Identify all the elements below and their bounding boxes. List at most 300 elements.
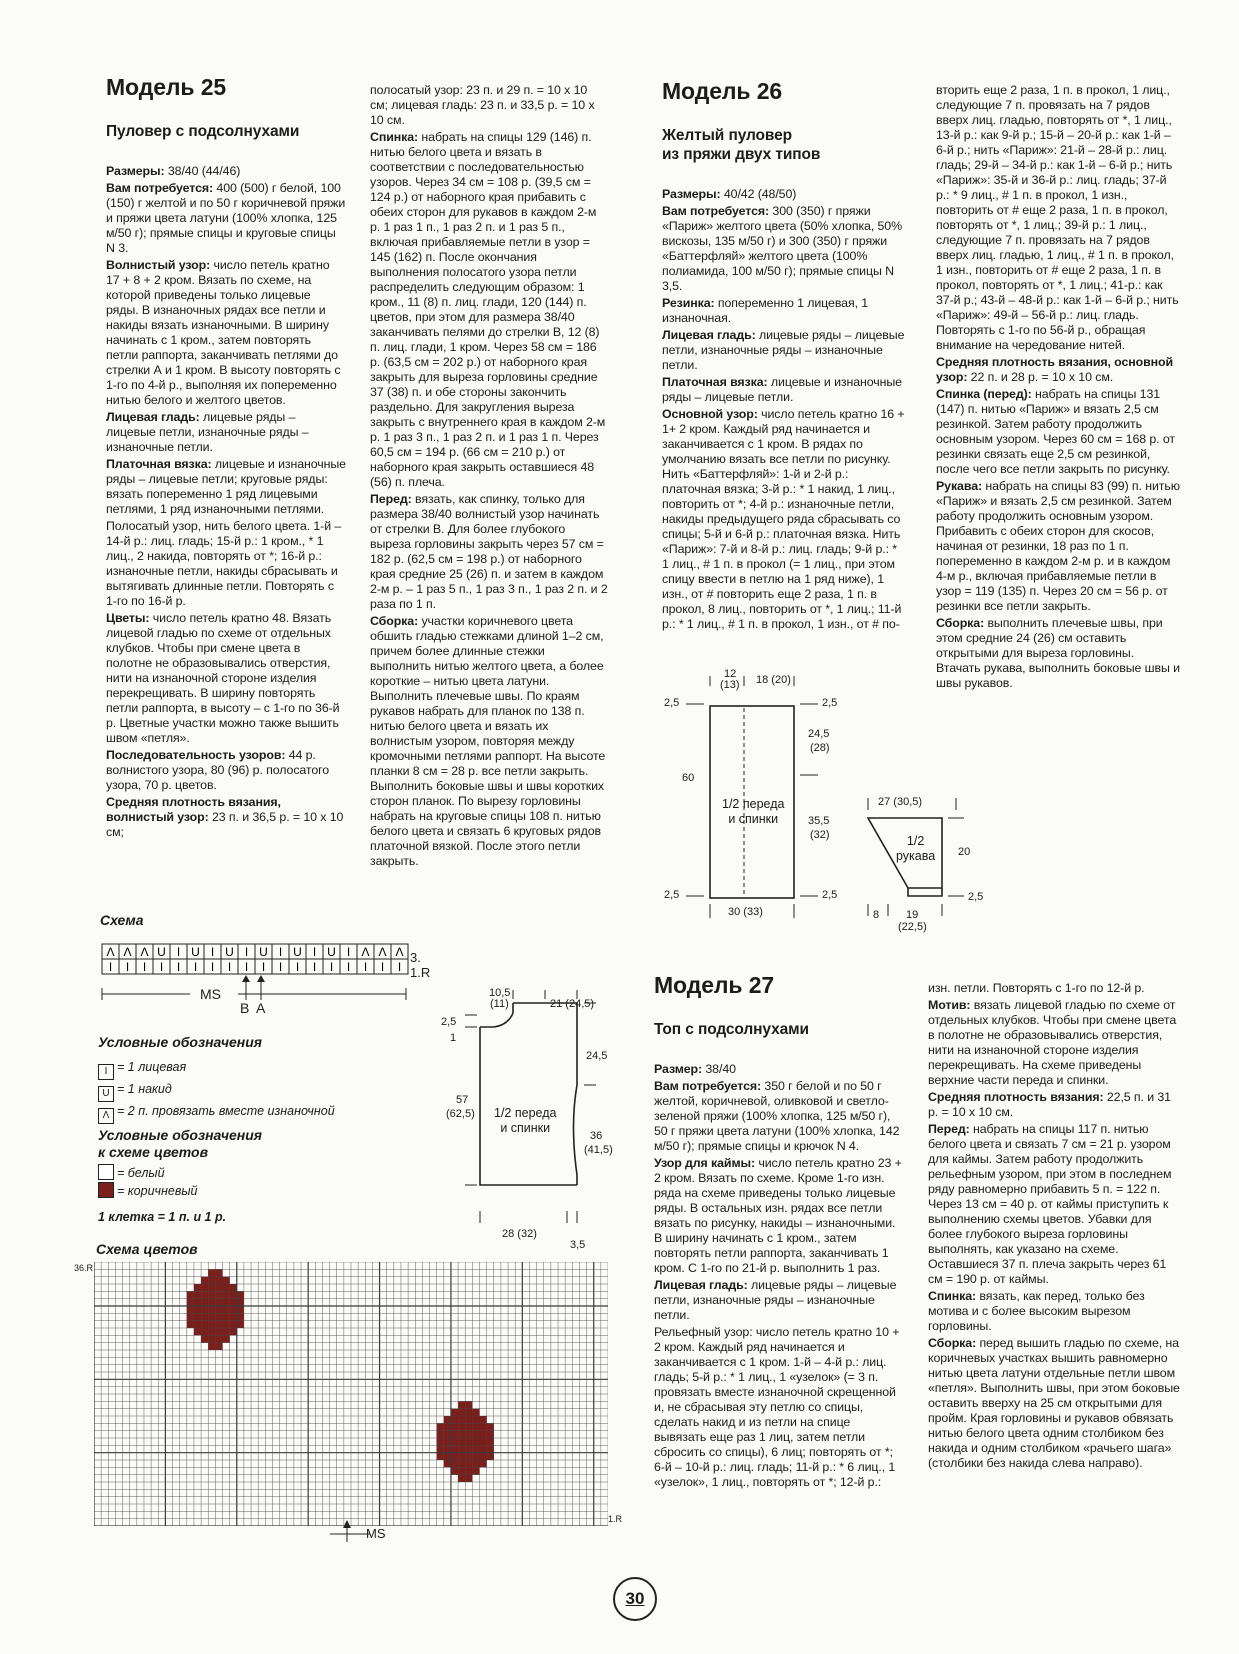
model27-paragraph [928, 981, 1180, 996]
scheme-arrow-b: B [240, 1000, 250, 1016]
model27-paragraph-text: Рельефный узор: число петель кратно 10 + 2 кром. Каждый ряд начинается и заканчивается с 1 кром. 1-й – 4-й р.: лиц. гладь; 5-й р.: * 1 лиц., 1 «узелок» (= 3 п. провязать вместе изнаночной скрещенной и, не сбрасывая эту петлю со спицы, сделать накид и из петли на спице вывязать еще раз 1 лиц, затем петли сбросить со спицы), 6 лиц; повторять от *; 6-й – 10-й р.: лиц. гладь; 11-й р.: * 6 лиц., 1 «узелок», 1 лиц., повторять от *; 12-й р.: [654, 1325, 900, 1489]
flower-cell [201, 1321, 208, 1328]
legend-item [98, 1102, 335, 1124]
m26-piece-label: 1/2 переда и спинки [722, 797, 785, 826]
model27-paragraph-text: вязать лицевой гладью по схеме от отдельных клубков. Чтобы при смене цвета в полотне не образовывались отверстия, нити на изнаночной стороне изделия перекрещивать. На схеме приведены верхние части переда и спинки. [928, 998, 1177, 1087]
scheme-cell-symbol: I [312, 960, 317, 974]
model27-paragraph [654, 1278, 902, 1323]
flower-cell [215, 1291, 222, 1298]
flower-cell [208, 1277, 215, 1284]
flower-cell [187, 1321, 194, 1328]
scheme-cell-symbol: I [244, 945, 249, 959]
model26-paragraph-text: 40/42 (48/50) [720, 187, 797, 201]
flower-cell [465, 1453, 472, 1460]
model25-paragraph-text: участки коричневого цвета обшить гладью стежками длиной 1–2 см, причем более длинные стежки выполнить нитью желтого цвета, а более короткие – нитью цвета латуни. Выполнить плечевые швы. По краям рукавов набрать для планок по 138 п. нитью белого цвета и вязать их волнистым узором, повторяя между кромочными петлями раппорт. На высоте планки 8 см = 28 р. все петли закрыть. Выполнить боковые швы и швы коротких сторон планок. По вырезу горловины набрать на круговые спицы 108 п. нитью белого цвета и связать 6 круговых рядов платочной вязкой. После этого петли закрыть. [370, 614, 606, 868]
model25-paragraph [106, 410, 346, 455]
flower-cell [472, 1438, 479, 1445]
flower-cell [230, 1313, 237, 1320]
flower-cell [437, 1423, 444, 1430]
model27-paragraph [928, 1289, 1180, 1334]
flower-cell [208, 1306, 215, 1313]
model27-paragraph-text: лицевые ряды – лицевые петли, изнаночные ряды – изнаночные петли. [654, 1278, 897, 1322]
flower-cell [201, 1299, 208, 1306]
color-chart-grid [94, 1262, 608, 1526]
model26-paragraph-text: выполнить плечевые швы, при этом средние 24 (26) см оставить открытыми для выреза горловины. Втачать рукава, выполнить боковые швы и швы рукавов. [936, 616, 1180, 690]
flower-cell [194, 1284, 201, 1291]
flower-cell [444, 1445, 451, 1452]
flower-cell [437, 1445, 444, 1452]
color-chart-top-row: 36.R [74, 1263, 94, 1273]
flower-cell [208, 1284, 215, 1291]
flower-cell [465, 1467, 472, 1474]
legend-title: Условные обозначения [98, 1034, 263, 1050]
model26-paragraph-text: 300 (350) г пряжи «Париж» желтого цвета (50% хлопка, 50% вискозы, 135 м/50 г) и 300 (350) г пряжи «Баттерфляй» желтого цвета (100% полиамида, 100 м/50 г); прямые спицы N 3,5. [662, 204, 903, 293]
model27-paragraph [928, 1122, 1180, 1287]
m25-dim-right-36: 36 [590, 1130, 603, 1142]
model25-paragraph-text: лицевые ряды – лицевые петли, изнаночные ряды – изнаночные петли. [106, 410, 309, 454]
flower-cell [465, 1431, 472, 1438]
flower-cell [201, 1277, 208, 1284]
flower-cell [223, 1328, 230, 1335]
m26-dim-left-bottom-25: 2,5 [664, 889, 680, 901]
flower-cell [194, 1299, 201, 1306]
flower-cell [194, 1291, 201, 1298]
legend-symbol-icon: Λ [98, 1108, 114, 1124]
model27-paragraph-text: 22,5 п. и 31 р. = 10 х 10 см. [928, 1090, 1171, 1119]
scheme-cell-symbol: I [278, 960, 283, 974]
flower-cell [201, 1306, 208, 1313]
m25-dim-left-25: 2,5 [441, 1016, 457, 1028]
flower-cell [465, 1438, 472, 1445]
m25-dim-top-b: 21 (24,5) [550, 998, 595, 1010]
model26-paragraph-heading: Основной узор: [662, 407, 758, 421]
flower-cell [237, 1299, 244, 1306]
flower-cell [230, 1328, 237, 1335]
color-legend-items [98, 1164, 198, 1200]
model27-paragraph-text: набрать на спицы 117 п. нитью белого цвета и связать 7 см = 21 р. узором для каймы. Затем работу продолжить рельефным узором, при этом в последнем ряду равномерно прибавить 5 п. = 122 п. Через 13 см = 40 р. от каймы приступить к выполнению схемы цветов. Убавки для более глубокого выреза горловины выполнять, как указано на схеме. Оставшиеся 37 п. плеча закрыть через 61 см = 190 р. от каймы. [928, 1122, 1172, 1286]
flower-cell [208, 1321, 215, 1328]
flower-cell [487, 1431, 494, 1438]
model26-paragraph-heading: Средняя плотность вязания, основной узор: [936, 355, 1174, 384]
flower-cell [223, 1306, 230, 1313]
color-legend-item-text: = белый [117, 1166, 165, 1180]
model27-paragraph-heading: Перед: [928, 1122, 970, 1136]
flower-cell [223, 1291, 230, 1298]
flower-cell [458, 1423, 465, 1430]
scheme-cell-symbol: Λ [361, 945, 370, 959]
scheme-cell-symbol: I [261, 960, 266, 974]
flower-cell [230, 1299, 237, 1306]
model26-paragraph-heading: Спинка (перед): [936, 387, 1032, 401]
model25-paragraph-text: 400 (500) г белой, 100 (150) г желтой и по 50 г коричневой пряжи и пряжи цвета латуни (100% хлопка, 125 м/50 г); прямые спицы и круговые спицы N 3. [106, 181, 346, 255]
flower-cell [437, 1453, 444, 1460]
flower-cell [237, 1291, 244, 1298]
flower-cell [451, 1409, 458, 1416]
scheme-cell-symbol: I [295, 960, 300, 974]
flower-cell [458, 1431, 465, 1438]
model25-paragraph [106, 164, 346, 179]
m26-sleeve-dim-19: 19 [906, 909, 919, 921]
model25-paragraph-text: лицевые и изнаночные ряды – лицевые петли; круговые ряды: вязать попеременно 1 ряд лицевыми петлями, 1 ряд изнаночными петлями. [106, 457, 346, 516]
model27-paragraph-text: изн. петли. Повторять с 1-го по 12-й р. [928, 981, 1145, 995]
scheme-cell-symbol: I [397, 960, 402, 974]
legend-item-text: = 2 п. провязать вместе изнаночной [117, 1104, 335, 1118]
model25-paragraph-text: 38/40 (44/46) [164, 164, 241, 178]
flower-cell [215, 1335, 222, 1342]
model27-paragraph [654, 1325, 902, 1490]
flower-cell [201, 1328, 208, 1335]
scheme-cell-symbol: U [259, 945, 268, 959]
flower-cell [480, 1438, 487, 1445]
model25-paragraph-heading: Перед: [370, 492, 412, 506]
model25-paragraph-heading: Средняя плотность вязания, волнистый узор: [106, 795, 281, 824]
flower-cell [194, 1328, 201, 1335]
model26-paragraph [662, 187, 906, 202]
flower-cell [487, 1438, 494, 1445]
flower-cell [458, 1467, 465, 1474]
scheme-cell-symbol: Λ [140, 945, 149, 959]
legend-items [98, 1058, 335, 1124]
flower-cell [201, 1284, 208, 1291]
model27-paragraph-text: число петель кратно 23 + 2 кром. Вязать по схеме. Кроме 1-го изн. ряда на схеме приведены только лицевые ряды. В остальных изн. рядах все петли вязать по рисунку, накиды – изнаночными. В ширину начинать с 1 кром., затем повторять петли раппорта, заканчивать 1 кром. С 1-го по 21-й р. выполнить 1 раз. [654, 1156, 902, 1275]
m25-dim-bottom: 28 (32) [502, 1228, 537, 1240]
m25-dim-top-a2: (11) [490, 998, 509, 1010]
model26-paragraph-heading: Резинка: [662, 296, 715, 310]
scheme-cell-symbol: I [346, 960, 351, 974]
scheme-cell-symbol: I [380, 960, 385, 974]
color-chart-bottom-row: 1.R [608, 1514, 623, 1524]
m26-dim-left-25: 2,5 [664, 697, 680, 709]
scheme-cell-symbol: Λ [378, 945, 387, 959]
scheme-ms: MS [200, 986, 221, 1002]
flower-cell [480, 1423, 487, 1430]
flower-cell [480, 1431, 487, 1438]
m26-sleeve-dim-20: 20 [958, 846, 971, 858]
model26-paragraph [662, 407, 906, 632]
flower-cell [215, 1299, 222, 1306]
flower-cell [194, 1313, 201, 1320]
m26-sleeve-dim-225: (22,5) [898, 921, 927, 933]
scheme-arrow-a: A [256, 1000, 266, 1016]
model25-paragraph-text: Полосатый узор, нить белого цвета. 1-й – 14-й р.: лиц. гладь; 15-й р.: 1 кром., * 1 лиц., 2 накида, повторять от *; 16-й р.: изнаночные петли, накиды сбрасывать и вытягивать длинные петли. Повторять с 1-го по 16-й р. [106, 519, 342, 608]
flower-cell [487, 1445, 494, 1452]
flower-cell [472, 1409, 479, 1416]
m26-dim-top-a2: (13) [720, 679, 740, 691]
model27-subtitle: Топ с подсолнухами [654, 1021, 809, 1038]
m26-dim-right-28: (28) [810, 742, 830, 754]
model27-paragraph-text: 38/40 [702, 1062, 736, 1076]
model25-column-1 [106, 164, 346, 840]
model25-paragraph-heading: Волнистый узор: [106, 258, 211, 272]
scheme-cell-symbol: I [176, 960, 181, 974]
legend-item-text: = 1 лицевая [117, 1060, 187, 1074]
model26-paragraph [936, 355, 1180, 385]
color-chart-ms: MS [366, 1526, 386, 1541]
flower-cell [472, 1423, 479, 1430]
model26-paragraph [936, 83, 1180, 353]
model25-paragraph-text: набрать на спицы 129 (146) п. нитью белого цвета и вязать в соответствии с последовательностью узоров. Через 34 см = 108 р. (39,5 см = 124 р.) от наборного края прибавить с обеих сторон для рукавов в каждом 2-м р. 1 раз 1 п., 1 раз 2 п. и 1 раз 5 п., включая прибавляемые петли в узор = 145 (162) п. После окончания выполнения полосатого узора петли распределить следующим образом: 1 кром., 11 (8) п. лиц. глади, 120 (144) п. цветов, при этом для размера 38/40 заканчивать пелями до стрелки В, 12 (8) п. лиц. глади, 1 кром. Через 58 см = 186 р. (63,5 см = 202 р.) от наборного края закрыть для выреза горловины средние 37 (38) п. и обе стороны закончить раздельно. Для закругления выреза закрыть с внутреннего края в каждом 2-м р. 1 раз 3 п., 1 раз 2 п. и 1 раз 1 п. Через 60,5 см = 194 р. (66 см = 210 р.) от наборного края закрыть оставшиеся 48 (56) п. плеча. [370, 130, 606, 489]
model27-paragraph-heading: Узор для каймы: [654, 1156, 756, 1170]
model25-paragraph [106, 748, 346, 793]
color-swatch-icon [98, 1164, 114, 1180]
model25-paragraph [106, 258, 346, 408]
flower-cell [465, 1460, 472, 1467]
model27-paragraph [654, 1156, 902, 1276]
flower-cell [237, 1313, 244, 1320]
flower-cell [437, 1431, 444, 1438]
flower-cell [451, 1453, 458, 1460]
flower-cell [194, 1306, 201, 1313]
scheme-row-3: 3. [410, 950, 421, 965]
model26-paragraph [662, 328, 906, 373]
model27-paragraph-heading: Вам потребуется: [654, 1079, 762, 1093]
model25-paragraph [370, 83, 608, 128]
color-swatch-icon [98, 1182, 114, 1198]
flower-cell [230, 1306, 237, 1313]
model26-paragraph [662, 296, 906, 326]
model25-paragraph-text: число петель кратно 17 + 8 + 2 кром. Вязать по схеме, на которой приведены только лицевые ряды. В изнаночных рядах все петли и накиды вязать изнаночными. В ширину начинать с 1 кром., затем повторять петли раппорта, заканчивать петлями до стрелки А и 1 кром. В высоту повторять с 1-го по 4-й р., выполняя их попеременно нитью белого и желтого цветов. [106, 258, 341, 407]
color-legend-item-text: = коричневый [117, 1184, 198, 1198]
model25-paragraph-heading: Цветы: [106, 611, 150, 625]
model26-paragraph-text: число петель кратно 16 + 1+ 2 кром. Каждый ряд начинается и заканчивается с 1 кром. В рядах по умолчанию вязать все петли по рисунку. Нить «Баттерфляй»: 1-й и 2-й р.: платочная вязка; 3-й р.: * 1 накид, 1 лиц., повторить от *; 4-й р.: изнаночные петли, накиды предыдущего ряда сбрасывать со спицы; 5-й и 6-й р.: платочная вязка. Нить «Париж»: 7-й и 8-й р.: лиц. гладь; 9-й р.: * 1 лиц., # 1 п. в прокол (= 1 лиц., при этом спицу ввести в петлю на 1 ряд ниже), 1 изн., от # повторить еще 2 раза, 1 п. в прокол, 8 лиц., повторить от *, 1 лиц.; 11-й р.: * 1 лиц., # 1 п. в прокол, 1 изн., от # по- [662, 407, 905, 631]
model25-paragraph [370, 614, 608, 869]
flower-cell [458, 1438, 465, 1445]
model26-paragraph-text: 22 п. и 28 р. = 10 х 10 см. [967, 370, 1114, 384]
scheme-cell-symbol: I [244, 960, 249, 974]
scheme-cell-symbol: Λ [395, 945, 404, 959]
flower-cell [465, 1416, 472, 1423]
flower-cell [465, 1423, 472, 1430]
scheme-cell-symbol: I [227, 960, 232, 974]
scheme-cell-symbol: I [278, 945, 283, 959]
model25-paragraph-text: полосатый узор: 23 п. и 29 п. = 10 х 10 см; лицевая гладь: 23 п. и 33,5 р. = 10 х 10 см. [370, 83, 595, 127]
m25-dim-bottom-r: 3,5 [570, 1239, 586, 1251]
scheme-cell-symbol: I [108, 960, 113, 974]
flower-cell [444, 1416, 451, 1423]
model27-paragraph-text: 350 г белой и по 50 г желтой, коричневой, оливковой и светло-зеленой пряжи (100% хлопка, 125 м/50 г), 50 г пряжи цвета латуни (100% хлопка, 142 м/50 г); прямые спицы и крючок N 4. [654, 1079, 900, 1153]
scheme-cell-symbol: Λ [123, 945, 132, 959]
scheme-cell-symbol: U [293, 945, 302, 959]
model26-column-1 [662, 187, 906, 632]
model25-title: Модель 25 [106, 74, 227, 100]
flower-cell [465, 1475, 472, 1482]
m26-sleeve-label: 1/2 рукава [896, 834, 936, 863]
flower-cell [451, 1467, 458, 1474]
flower-cell [187, 1299, 194, 1306]
model26-paragraph [662, 204, 906, 294]
flower-cell [187, 1306, 194, 1313]
m25-dim-left-625: (62,5) [446, 1108, 475, 1120]
flower-cell [472, 1445, 479, 1452]
flower-cell [487, 1453, 494, 1460]
scheme-cell-symbol: I [329, 960, 334, 974]
model26-paragraph-heading: Размеры: [662, 187, 721, 201]
model25-paragraph-text: 44 р. волнистого узора, 80 (96) р. полосатого узора, 70 р. цветов. [106, 748, 330, 792]
ms-arrow-icon [330, 1518, 370, 1544]
flower-cell [480, 1453, 487, 1460]
legend-item [98, 1080, 335, 1102]
model25-paragraph [106, 181, 346, 256]
flower-cell [215, 1328, 222, 1335]
model27-paragraph-text: перед вышить гладью по схеме, на коричневых участках вышить равномерно нитью цвета латуни отдельные петли швом «петля». Выполнить швы, при этом боковые оставить вверху на 25 см открытыми для пройм. Края горловины и рукавов обвязать нитью белого цвета одним столбиком без накида и одним столбиком «рачьего шага» (столбики без накида слева направо). [928, 1336, 1180, 1470]
model25-paragraph [106, 519, 346, 609]
model25-column-2 [370, 83, 608, 869]
model25-paragraph-heading: Платочная вязка: [106, 457, 212, 471]
model26-paragraph [936, 616, 1180, 691]
model26-column-2 [936, 83, 1180, 691]
flower-cell [472, 1453, 479, 1460]
flower-cell [208, 1299, 215, 1306]
flower-cell [437, 1438, 444, 1445]
flower-cell [480, 1460, 487, 1467]
model26-paragraph [936, 387, 1180, 477]
flower-cell [215, 1313, 222, 1320]
model25-paragraph-text: число петель кратно 48. Вязать лицевой гладью по схеме от отдельных клубков. Чтобы при смене цвета в полотне не образовывались отверстия, нити на изнаночной стороне изделия перекрещивать. В ширину повторять петли раппорта, в высоту – с 1-го по 36-й р. Цветные участки можно также вышить швом «петля». [106, 611, 340, 745]
flower-cell [458, 1453, 465, 1460]
model27-paragraph-heading: Спинка: [928, 1289, 977, 1303]
flower-cell [215, 1277, 222, 1284]
model27-paragraph-heading: Средняя плотность вязания: [928, 1090, 1104, 1104]
model27-paragraph-heading: Размер: [654, 1062, 703, 1076]
flower-cell [208, 1328, 215, 1335]
model26-subtitle: Желтый пуловер из пряжи двух типов [662, 127, 821, 163]
flower-cell [201, 1313, 208, 1320]
flower-cell [208, 1343, 215, 1350]
model27-column-1 [654, 1062, 902, 1490]
scheme-cell-symbol: I [142, 960, 147, 974]
model27-paragraph [654, 1079, 902, 1154]
flower-cell [187, 1291, 194, 1298]
flower-cell [451, 1423, 458, 1430]
flower-cell [444, 1423, 451, 1430]
flower-cell [451, 1438, 458, 1445]
flower-cell [223, 1335, 230, 1342]
flower-cell [230, 1291, 237, 1298]
flower-cell [201, 1335, 208, 1342]
scheme-cell-symbol: I [312, 945, 317, 959]
legend-item-text: = 1 накид [117, 1082, 172, 1096]
flower-cell [465, 1401, 472, 1408]
model25-paragraph-heading: Спинка: [370, 130, 419, 144]
model25-paragraph [106, 795, 346, 840]
flower-cell [208, 1335, 215, 1342]
m26-dim-right-bottom-25: 2,5 [822, 889, 838, 901]
model25-paragraph-heading: Лицевая гладь: [106, 410, 200, 424]
m26-dim-right-245: 24,5 [808, 728, 830, 740]
m26-sleeve-dim-top: 27 (30,5) [878, 796, 923, 808]
model25-paragraph [370, 130, 608, 490]
scheme-cell-symbol: I [363, 960, 368, 974]
model25-paragraph-heading: Сборка: [370, 614, 419, 628]
m25-dim-left-57: 57 [456, 1094, 469, 1106]
flower-cell [465, 1409, 472, 1416]
flower-cell [451, 1460, 458, 1467]
flower-cell [215, 1321, 222, 1328]
m26-dim-bottom: 30 (33) [728, 906, 763, 918]
model26-paragraph-text: набрать на спицы 131 (147) п. нитью «Париж» и вязать 2,5 см резинкой. Затем работу продолжить основным узором. Через 60 см = 168 р. от резинки связать еще 2,5 см резинкой, после чего все петли закрыть по рисунку. [936, 387, 1175, 476]
model25-paragraph [106, 611, 346, 746]
flower-cell [465, 1445, 472, 1452]
flower-cell [480, 1445, 487, 1452]
model26-paragraph-heading: Платочная вязка: [662, 375, 768, 389]
model25-paragraph-text: 23 п. и 36,5 р. = 10 х 10 см; [106, 810, 344, 839]
scheme-cell-symbol: U [327, 945, 336, 959]
flower-cell [487, 1423, 494, 1430]
model27-paragraph-heading: Сборка: [928, 1336, 977, 1350]
color-legend-item [98, 1182, 198, 1200]
flower-cell [215, 1284, 222, 1291]
color-chart-title: Схема цветов [96, 1241, 198, 1257]
m25-dim-left-1: 1 [450, 1032, 457, 1044]
flower-cell [230, 1321, 237, 1328]
scheme-row-1: 1.R [410, 965, 431, 980]
legend-symbol-icon: U [98, 1086, 114, 1102]
flower-cell [208, 1291, 215, 1298]
model27-paragraph-text: вязать, как перед, только без мотива и с более высоким вырезом горловины. [928, 1289, 1145, 1333]
m26-dim-top-a: 12 [724, 668, 737, 680]
model26-paragraph-text: попеременно 1 лицевая, 1 изнаночная. [662, 296, 869, 325]
model26-paragraph-heading: Рукава: [936, 479, 983, 493]
flower-cell [223, 1299, 230, 1306]
flower-cell [223, 1321, 230, 1328]
model27-column-2 [928, 981, 1180, 1471]
flower-cell [237, 1306, 244, 1313]
flower-cell [480, 1416, 487, 1423]
flower-cell [458, 1460, 465, 1467]
model25-paragraph-heading: Размеры: [106, 164, 165, 178]
model26-paragraph [662, 375, 906, 405]
flower-cell [215, 1269, 222, 1276]
flower-cell [187, 1313, 194, 1320]
model27-paragraph-heading: Лицевая гладь: [654, 1278, 748, 1292]
m26-dim-top-b: 18 (20) [756, 674, 791, 686]
model26-paragraph-text: лицевые ряды – лицевые петли, изнаночные ряды – изнаночные петли. [662, 328, 905, 372]
scheme-cell-symbol: I [210, 960, 215, 974]
model27-paragraph [928, 1090, 1180, 1120]
model25-paragraph-heading: Вам потребуется: [106, 181, 214, 195]
flower-cell [215, 1343, 222, 1350]
flower-cell [458, 1409, 465, 1416]
m25-dim-right-415: (41,5) [584, 1144, 613, 1156]
model26-title: Модель 26 [662, 78, 783, 104]
flower-cell [458, 1445, 465, 1452]
flower-cell [194, 1321, 201, 1328]
flower-cell [472, 1416, 479, 1423]
flower-cell [458, 1475, 465, 1482]
scheme-cell-symbol: I [210, 945, 215, 959]
model25-paragraph [370, 492, 608, 612]
scheme-cell-symbol: U [157, 945, 166, 959]
flower-cell [208, 1269, 215, 1276]
model26-paragraph-text: набрать на спицы 83 (99) п. нитью «Париж» и вязать 2,5 см резинкой. Затем работу продолжить основным узором. Прибавить с обеих сторон для скосов, начиная от резинки, 18 раз по 1 п. попеременно в каждом 2-м р. и в каждом 4-м р., включая прибавляемые петли в узор = 119 (135) п. Через 20 см = 56 р. от резинки все петли закрыть. [936, 479, 1180, 613]
legend-item [98, 1058, 335, 1080]
model27-paragraph-heading: Мотив: [928, 998, 971, 1012]
scheme-cell-symbol: I [193, 960, 198, 974]
m26-dim-left-60: 60 [682, 772, 695, 784]
m26-dim-right-32: (32) [810, 829, 830, 841]
m25-dim-top-a: 10,5 [489, 987, 511, 999]
scheme-cell-symbol: I [346, 945, 351, 959]
scheme-cell-symbol: I [125, 960, 130, 974]
m26-sleeve-dim-25: 2,5 [968, 891, 984, 903]
flower-cell [208, 1313, 215, 1320]
flower-cell [215, 1306, 222, 1313]
color-legend-item [98, 1164, 198, 1182]
flower-cell [444, 1453, 451, 1460]
scheme-cell-symbol: U [191, 945, 200, 959]
flower-cell [237, 1321, 244, 1328]
scheme-cell-symbol: Λ [106, 945, 115, 959]
